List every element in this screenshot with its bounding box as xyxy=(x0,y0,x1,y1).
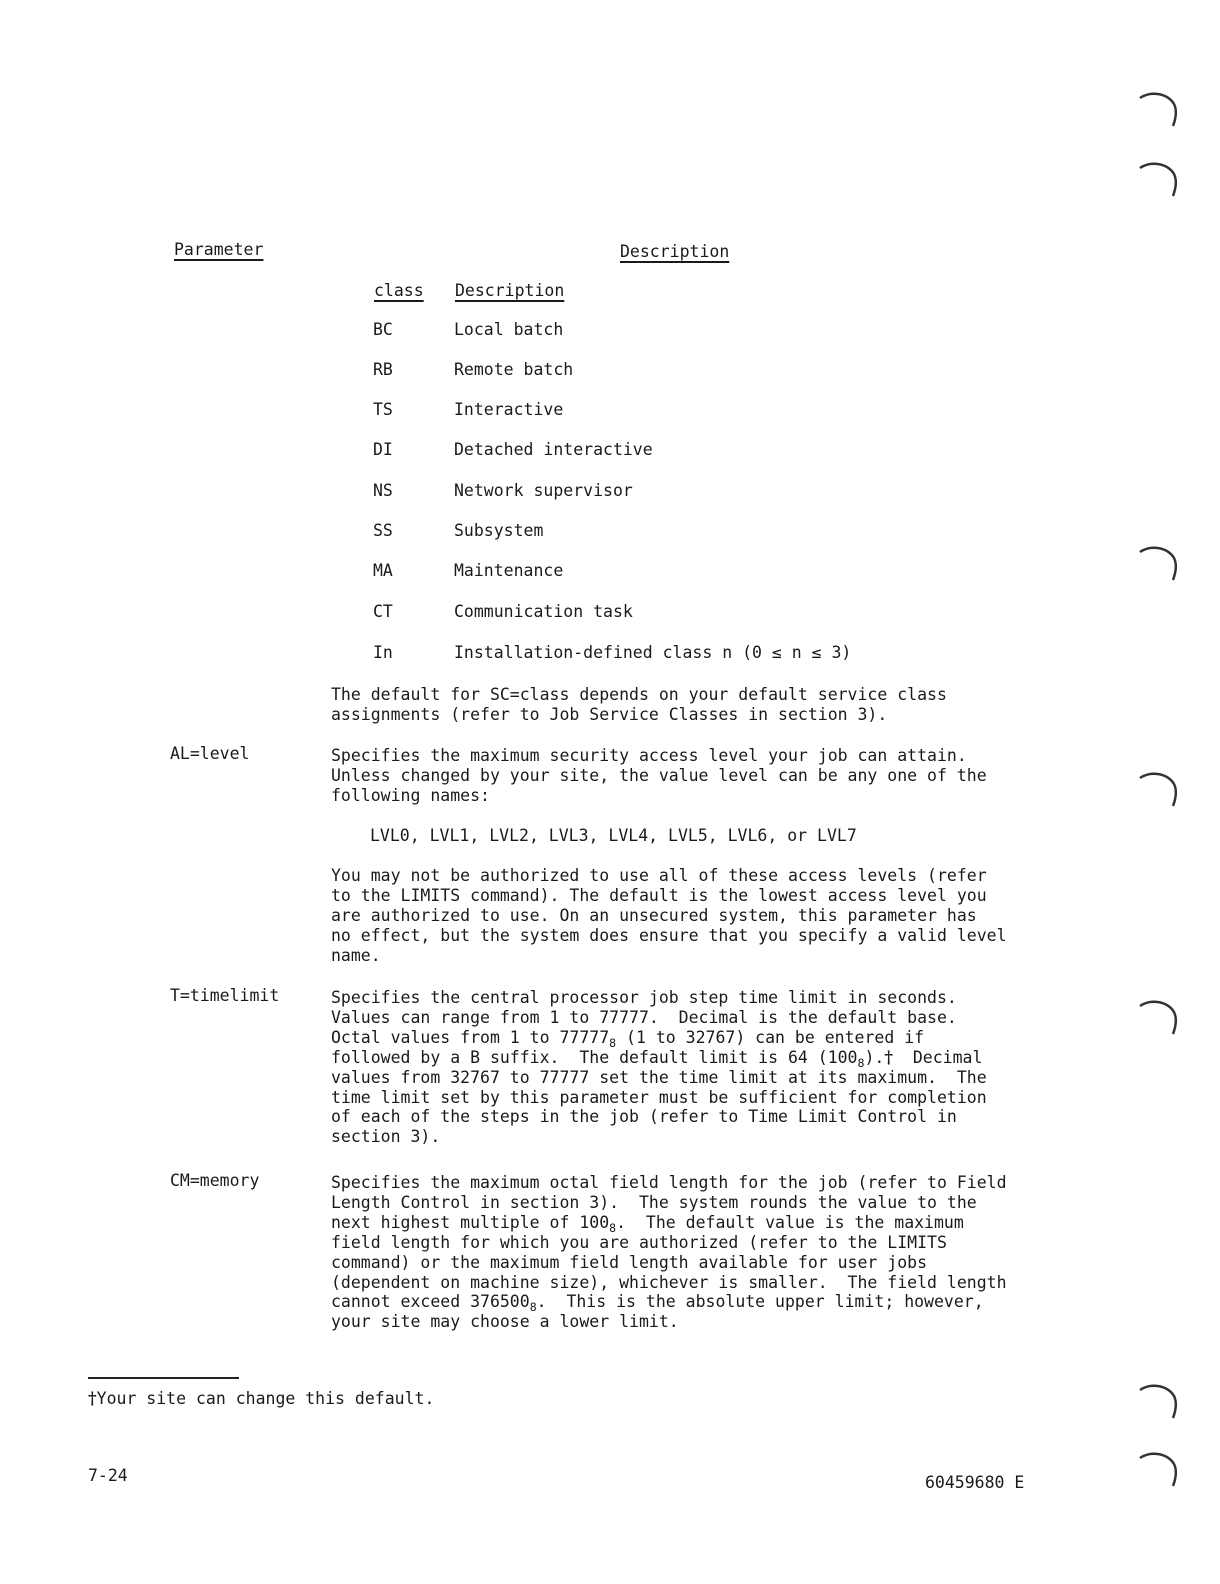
document-number: 60459680 E xyxy=(925,1473,1025,1492)
class-description: Interactive xyxy=(454,400,564,419)
class-code: NS xyxy=(373,481,393,500)
access-level-list: LVL0, LVL1, LVL2, LVL3, LVL4, LVL5, LVL6, or LVL7 xyxy=(370,826,857,845)
parameter-heading: Parameter xyxy=(174,240,264,259)
binder-hole-icon xyxy=(1138,542,1178,582)
class-description-column-heading: Description xyxy=(455,281,565,300)
footnote-dagger: † xyxy=(884,1047,893,1067)
class-description: Remote batch xyxy=(454,360,574,379)
param-al-description: Specifies the maximum security access level your job can attain. Unless changed by your site, the value level can be any one of the following names: xyxy=(331,746,987,805)
page-number: 7-24 xyxy=(88,1466,128,1485)
class-code: DI xyxy=(373,440,393,459)
binder-hole-icon xyxy=(1138,1448,1178,1488)
description-heading: Description xyxy=(620,242,730,261)
binder-hole-icon xyxy=(1138,88,1178,128)
class-code: RB xyxy=(373,360,393,379)
class-code: MA xyxy=(373,561,393,580)
footnote-rule xyxy=(88,1377,239,1379)
class-code: TS xyxy=(373,400,393,419)
class-description: Communication task xyxy=(454,602,633,621)
class-default-note: The default for SC=class depends on your default service class assignments (refer to Job Service Classes in section 3). xyxy=(331,685,947,724)
param-t-description: Specifies the central processor job step time limit in seconds. Values can range from 1 to 77777. Decimal is the default base. Octal values from 1 to $77777_8$ (1 to 32767) can be entered if followed by a B suffix. The default limit is 64 $(100_8).\dagger$ Decimal values from 32767 to 77777 set the time limit at its maximum. The time limit set by this parameter must be sufficient for completion of each of the steps in the job (refer to Time Limit Control in section 3). xyxy=(331,988,987,1147)
class-code: In xyxy=(373,643,393,662)
binder-hole-icon xyxy=(1138,158,1178,198)
binder-hole-icon xyxy=(1138,768,1178,808)
class-description: Local batch xyxy=(454,320,564,339)
param-name-t: T=timelimit xyxy=(170,986,280,1005)
class-description: Subsystem xyxy=(454,521,544,540)
param-name-al: AL=level xyxy=(170,744,250,763)
param-cm-description: Specifies the maximum octal field length for the job (refer to Field Length Control in section 3). The system rounds the value to the next highest multiple of $100_8$. The default value is the maximum field length for which you are authorized (refer to the LIMITS command) or the maximum field length available for user jobs (dependent on machine size), whichever is smaller. The field length cannot exceed $376500_8$. This is the absolute upper limit; however, your site may choose a lower limit. xyxy=(331,1173,1007,1332)
class-description: Detached interactive xyxy=(454,440,653,459)
class-code: CT xyxy=(373,602,393,621)
class-description: Installation-defined class n (0 ≤ n ≤ 3) xyxy=(454,643,852,662)
class-code: SS xyxy=(373,521,393,540)
class-column-heading: class xyxy=(374,281,424,300)
class-code: BC xyxy=(373,320,393,339)
footnote-text: Your site can change this default. xyxy=(96,1389,435,1408)
binder-hole-icon xyxy=(1138,1380,1178,1420)
param-name-cm: CM=memory xyxy=(170,1171,260,1190)
footnote xyxy=(88,1389,434,1409)
footnote-dagger: † xyxy=(88,1389,97,1408)
class-description: Maintenance xyxy=(454,561,564,580)
binder-hole-icon xyxy=(1138,996,1178,1036)
param-al-description-2: You may not be authorized to use all of these access levels (refer to the LIMITS command). The default is the lowest access level you are authorized to use. On an unsecured system, this parameter has no effect, but the system does ensure that you specify a valid level name. xyxy=(331,866,1007,965)
class-description: Network supervisor xyxy=(454,481,633,500)
